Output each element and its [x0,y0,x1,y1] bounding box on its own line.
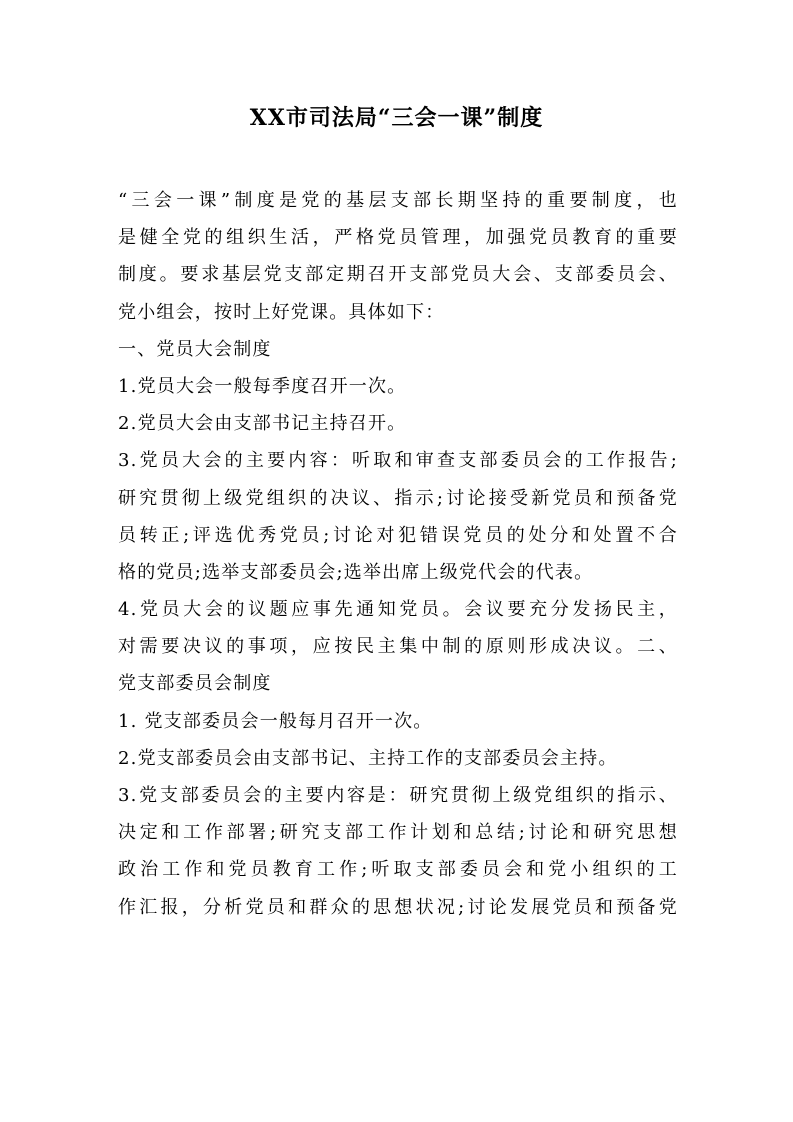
document-title: XX市司法局“三会一课”制度 [249,105,544,131]
list-item: 4.党员大会的议题应事先通知党员。会议要充分发扬民主， [118,599,678,621]
paragraph-line: 作汇报，分析党员和群众的思想状况;讨论发展党员和预备党 [118,896,678,918]
list-item: 2.党支部委员会由支部书记、主持工作的支部委员会主持。 [118,747,618,769]
list-item: 3.党员大会的主要内容：听取和审查支部委员会的工作报告; [118,450,678,472]
document-body [118,182,678,926]
paragraph-line: “三会一课”制度是党的基层支部长期坚持的重要制度，也 [118,190,678,211]
paragraph-line: 党小组会，按时上好党课。具体如下： [118,301,445,323]
list-item: 3.党支部委员会的主要内容是：研究贯彻上级党组织的指示、 [118,785,678,806]
section-heading: 一、党员大会制度 [118,338,272,360]
paragraph-line: 格的党员;选举支部委员会;选举出席上级党代会的代表。 [118,561,594,583]
paragraph-line: 研究贯彻上级党组织的决议、指示;讨论接受新党员和预备党 [118,487,678,509]
paragraph-line: 决定和工作部署;研究支部工作计划和总结;讨论和研究思想 [118,822,678,844]
paragraph-line: 员转正;评选优秀党员;讨论对犯错误党员的处分和处置不合 [118,524,678,546]
paragraph-line: 政治工作和党员教育工作;听取支部委员会和党小组织的工 [118,859,678,881]
paragraph-line: 制度。要求基层党支部定期召开支部党员大会、支部委员会、 [118,264,678,286]
paragraph-line: 对需要决议的事项，应按民主集中制的原则形成决议。二、 [118,636,678,658]
list-item: 1. 党支部委员会一般每月召开一次。 [118,710,433,732]
section-heading: 党支部委员会制度 [118,673,272,695]
list-item: 2.党员大会由支部书记主持召开。 [118,413,407,435]
list-item: 1.党员大会一般每季度召开一次。 [118,375,407,397]
paragraph-line: 是健全党的组织生活，严格党员管理，加强党员教育的重要 [118,227,678,249]
